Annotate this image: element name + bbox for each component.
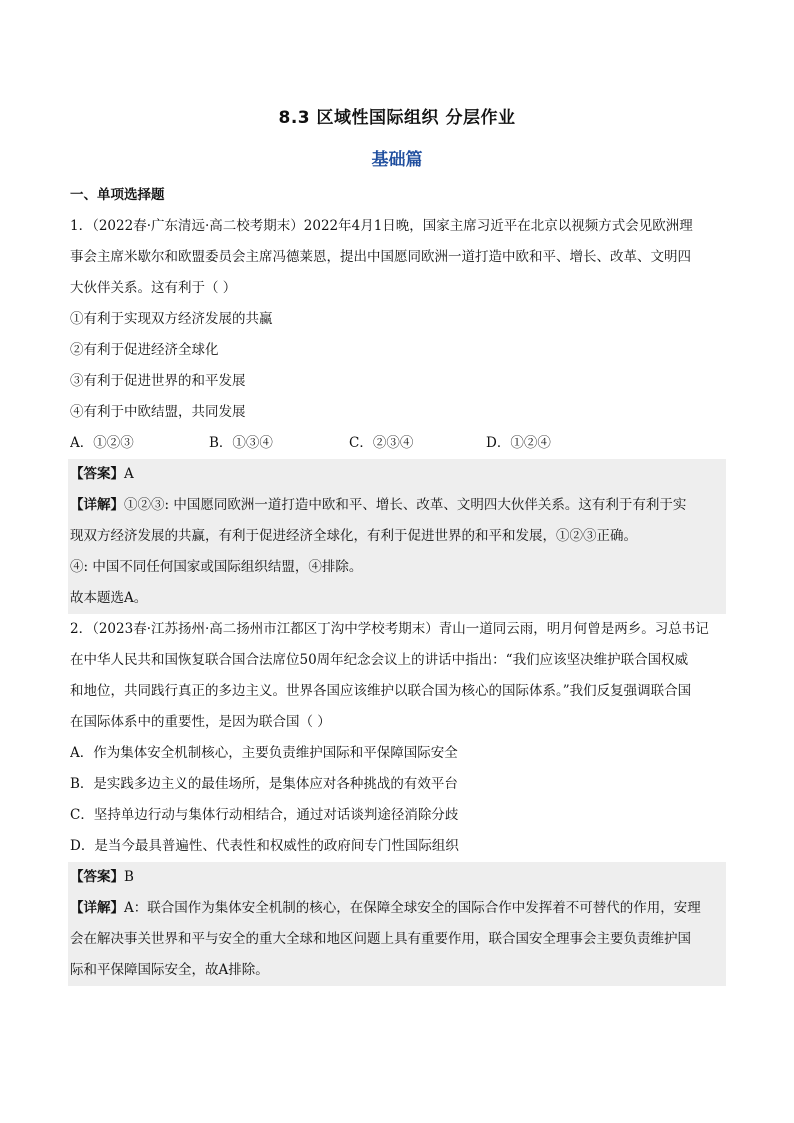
option-d: D．是当今最具普遍性、代表性和权威性的政府间专门性国际组织	[70, 838, 459, 854]
answer-value: B	[124, 869, 134, 885]
question-2-answer	[70, 862, 724, 893]
question-2-answer-block	[68, 862, 726, 986]
document-content	[70, 180, 724, 986]
page-title: 8.3 区域性国际组织 分层作业	[278, 108, 516, 128]
detail-line: ①②③: 中国愿同欧洲一道打造中欧和平、增长、改革、文明四大伙伴关系。这有利于有利于实	[124, 497, 687, 513]
question-1-answer-block	[68, 459, 726, 614]
question-2-detail	[70, 893, 724, 924]
question-1-item: ③有利于促进世界的和平发展	[70, 373, 246, 389]
detail-line: 会在解决事关世界和平与安全的重大全球和地区问题上具有重要作用，联合国安全理事会主要负责维护国	[70, 931, 691, 947]
question-1-stem-line: 1．（2022春·广东清远·高二校考期末）2022年4月1日晚，国家主席习近平在北京以视频方式会见欧洲理	[70, 218, 693, 234]
question-1-stem-line: 事会主席米歇尔和欧盟委员会主席冯德莱恩，提出中国愿同欧洲一道打造中欧和平、增长、改革、文明四	[70, 249, 691, 265]
question-1-stem-line: 大伙伴关系。这有利于（ ）	[70, 280, 237, 296]
question-2	[70, 614, 724, 986]
answer-label: 【答案】	[70, 869, 124, 885]
option-d: D．①②④	[486, 435, 551, 451]
question-1	[70, 211, 724, 614]
question-2-stem-line: 和地位，共同践行真正的多边主义。世界各国应该维护以联合国为核心的国际体系。”我们反复强调联合国	[70, 683, 692, 699]
question-2-stem-line: 2．（2023春·江苏扬州·高二扬州市江都区丁沟中学校考期末）青山一道同云雨，明月何曾是两乡。习总书记	[70, 621, 709, 637]
option-c: C．②③④	[349, 435, 414, 451]
option-a: A．①②③	[70, 435, 134, 451]
detail-label: 【详解】	[70, 497, 124, 513]
option-c: C．坚持单边行动与集体行动相结合，通过对话谈判途径消除分歧	[70, 807, 459, 823]
page-subtitle: 基础篇	[371, 150, 423, 170]
answer-value: A	[124, 466, 134, 482]
question-1-item: ④有利于中欧结盟，共同发展	[70, 404, 246, 420]
option-a: A．作为集体安全机制核心，主要负责维护国际和平保障国际安全	[70, 745, 458, 761]
option-b: B．①③④	[209, 435, 273, 451]
detail-line: 现双方经济发展的共赢，有利于促进经济全球化，有利于促进世界的和平和发展，①②③正确。	[70, 528, 637, 544]
question-1-answer	[70, 459, 724, 490]
detail-label: 【详解】	[70, 900, 124, 916]
question-1-options	[70, 428, 724, 459]
question-2-stem-line: 在中华人民共和国恢复联合国合法席位50周年纪念会议上的讲话中指出：“我们应该坚决维护联合国权威	[70, 652, 689, 668]
question-1-item: ②有利于促进经济全球化	[70, 342, 219, 358]
detail-line: ④: 中国不同任何国家或国际组织结盟，④排除。	[70, 559, 363, 575]
question-1-item: ①有利于实现双方经济发展的共赢	[70, 311, 273, 327]
detail-line: 故本题选A。	[70, 590, 148, 606]
option-b: B．是实践多边主义的最佳场所，是集体应对各种挑战的有效平台	[70, 776, 458, 792]
detail-line: 际和平保障国际安全，故A排除。	[70, 962, 269, 978]
question-2-stem-line: 在国际体系中的重要性，是因为联合国（ ）	[70, 714, 331, 730]
section-heading: 一、单项选择题	[70, 187, 165, 203]
answer-label: 【答案】	[70, 466, 124, 482]
question-1-detail	[70, 490, 724, 521]
detail-line: A：联合国作为集体安全机制的核心，在保障全球安全的国际合作中发挥着不可替代的作用，安理	[124, 900, 701, 916]
